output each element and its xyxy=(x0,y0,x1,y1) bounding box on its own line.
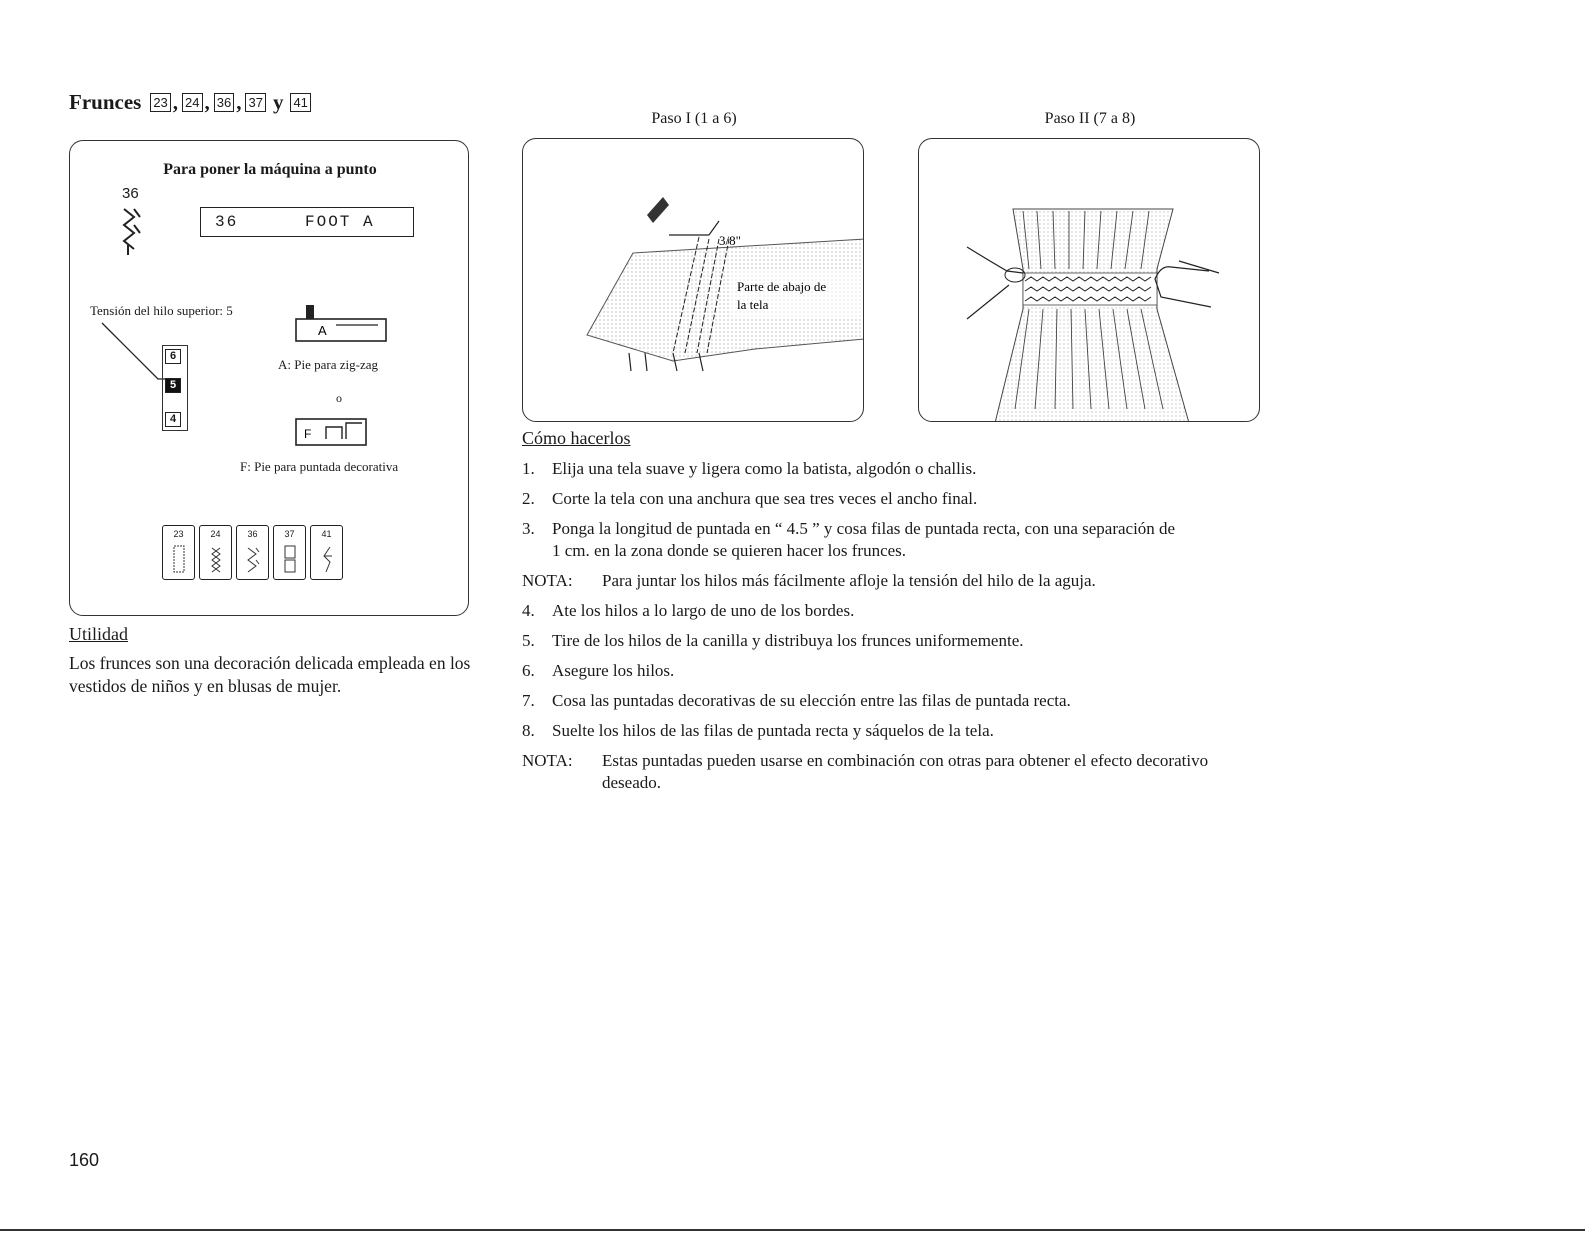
instruction-step-6: 6. Asegure los hilos. xyxy=(522,661,675,680)
utilidad-text: Los frunces son una decoración delicada empleada en los vestidos de niños y en blusas de mujer. xyxy=(69,653,471,696)
page-number: 160 xyxy=(69,1150,100,1170)
fabric-label-line2: la tela xyxy=(737,297,769,312)
measure-label: 3/8" xyxy=(719,233,741,248)
title-pattern-24: 24 xyxy=(182,93,202,112)
instruction-note-2: NOTA: Estas puntadas pueden usarse en combinación con otras para obtener el efecto decorativo deseado. xyxy=(522,751,1209,792)
foot-f-label: F: Pie para puntada decorativa xyxy=(240,459,399,474)
pattern-key-number: 23 xyxy=(173,529,184,539)
title-pattern-23: 23 xyxy=(150,93,170,112)
stitch-23-icon xyxy=(172,544,186,574)
tension-label: Tensión del hilo superior: 5 xyxy=(90,303,233,318)
dial-value-4: 4 xyxy=(165,412,181,427)
zigzag-foot-icon xyxy=(286,301,396,351)
dial-value-6: 6 xyxy=(165,349,181,364)
or-label: o xyxy=(336,391,342,405)
instruction-step-7: 7. Cosa las puntadas decorativas de su elección entre las filas de puntada recta. xyxy=(522,691,1071,710)
instruction-step-8: 8. Suelte los hilos de las filas de puntada recta y sáquelos de la tela. xyxy=(522,721,994,740)
stitch-36-icon xyxy=(246,544,260,574)
instruction-note-1: NOTA: Para juntar los hilos más fácilmente afloje la tensión del hilo de la aguja. xyxy=(522,571,1096,590)
title-text: Frunces xyxy=(69,90,142,114)
lcd-display xyxy=(200,207,414,237)
pattern-key-24[interactable] xyxy=(199,525,232,580)
stitch-37-icon xyxy=(283,544,297,574)
instructions-heading: Cómo hacerlos xyxy=(522,428,631,448)
page-title: Frunces 23 , 24 , 36 , 37 y 41 xyxy=(69,90,312,115)
tension-pointer-line xyxy=(100,321,170,391)
stitch-24-icon xyxy=(209,544,223,574)
step1-illustration xyxy=(522,138,864,422)
smocked-fabric-illustration xyxy=(919,139,1260,422)
instruction-step-2: 2. Corte la tela con una anchura que sea tres veces el ancho final. xyxy=(522,489,978,508)
title-conjunction: y xyxy=(272,90,284,114)
svg-text:A: A xyxy=(318,323,327,338)
pattern-key-number: 36 xyxy=(247,529,258,539)
fabric-stitch-rows-illustration xyxy=(523,139,864,422)
instruction-step-5: 5. Tire de los hilos de la canilla y distribuya los frunces uniformemente. xyxy=(522,631,1024,650)
decorative-foot-icon xyxy=(286,411,376,453)
pattern-key-23[interactable] xyxy=(162,525,195,580)
pattern-keys xyxy=(162,525,343,580)
instruction-step-1: 1. Elija una tela suave y ligera como la batista, algodón o challis. xyxy=(522,459,977,478)
pattern-key-37[interactable] xyxy=(273,525,306,580)
bottom-divider xyxy=(0,1229,1585,1231)
lcd-pattern-number: 36 xyxy=(215,213,239,231)
setup-pattern-number: 36 xyxy=(122,185,139,202)
pattern-key-number: 41 xyxy=(321,529,332,539)
title-pattern-41: 41 xyxy=(290,93,310,112)
pattern-key-41[interactable] xyxy=(310,525,343,580)
fabric-label-line1: Parte de abajo de xyxy=(737,279,827,294)
stitch-41-icon xyxy=(320,544,334,574)
step1-caption: Paso I (1 a 6) xyxy=(651,110,737,127)
instruction-step-4: 4. Ate los hilos a lo largo de uno de los bordes. xyxy=(522,601,855,620)
pattern-key-number: 24 xyxy=(210,529,221,539)
pattern-key-36[interactable] xyxy=(236,525,269,580)
title-pattern-36: 36 xyxy=(214,93,234,112)
step2-caption: Paso II (7 a 8) xyxy=(1044,110,1136,127)
step2-illustration xyxy=(918,138,1260,422)
setup-panel xyxy=(69,140,469,616)
instruction-step-3: 3. Ponga la longitud de puntada en “ 4.5 ” y cosa filas de puntada recta, con una separación de 1 cm. en la zona donde se quieren hacer los frunces. xyxy=(522,519,1176,560)
smocking-stitch-icon xyxy=(120,205,144,257)
instructions-list xyxy=(522,458,1282,802)
svg-text:F: F xyxy=(304,427,312,441)
title-pattern-37: 37 xyxy=(245,93,265,112)
tension-dial xyxy=(162,345,188,431)
dial-value-5: 5 xyxy=(165,378,181,393)
setup-heading: Para poner la máquina a punto xyxy=(163,161,377,178)
pattern-key-number: 37 xyxy=(284,529,295,539)
utilidad-heading: Utilidad xyxy=(69,624,128,644)
lcd-foot-text: FOOT A xyxy=(305,213,375,231)
foot-a-label: A: Pie para zig-zag xyxy=(278,357,378,372)
